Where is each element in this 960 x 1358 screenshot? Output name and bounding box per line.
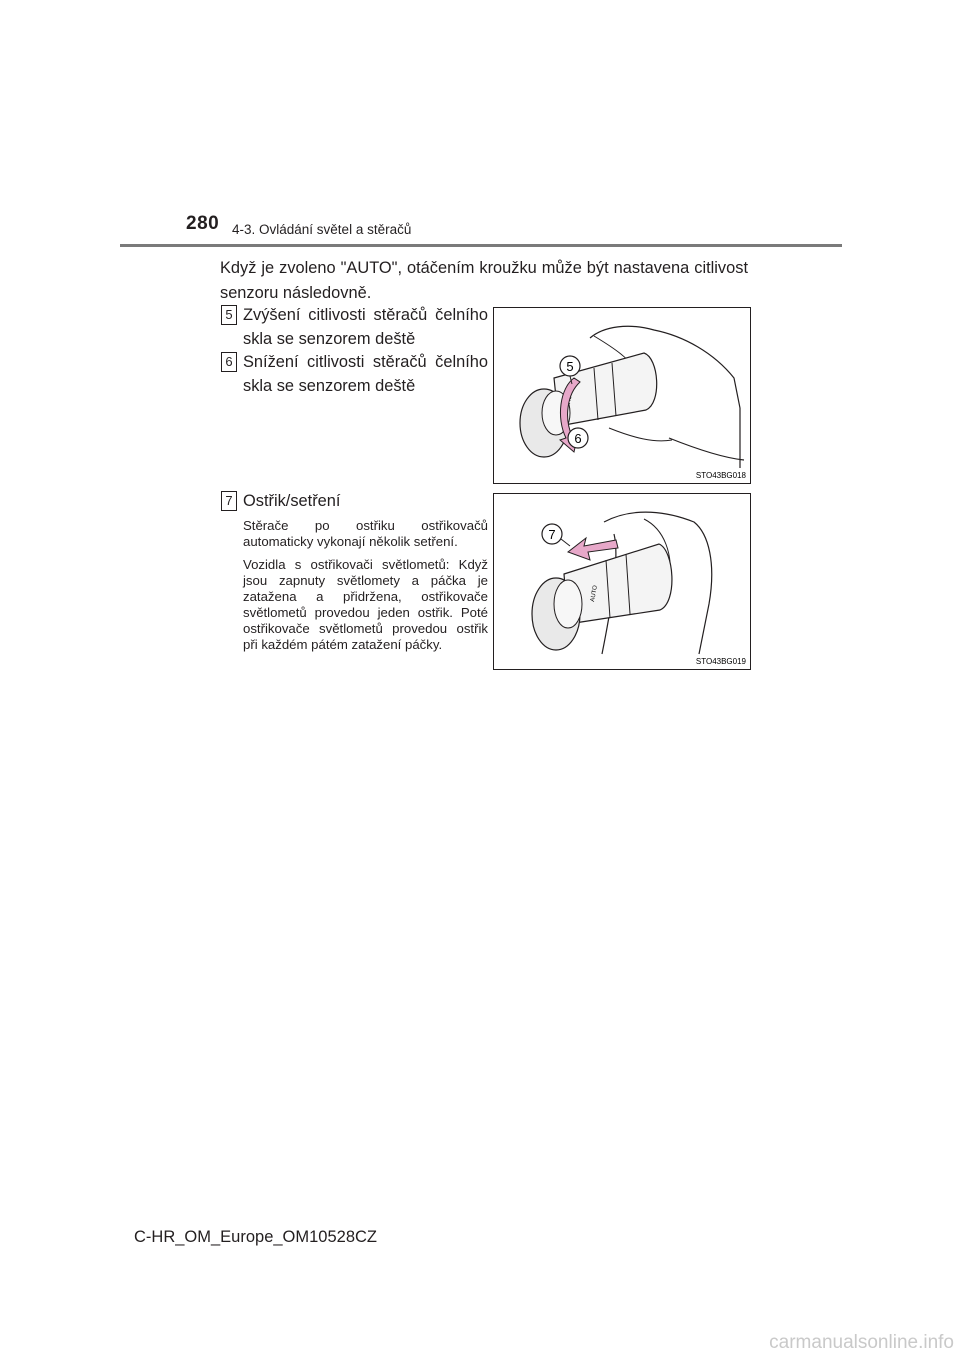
washer-lever-illustration xyxy=(494,494,750,669)
watermark: carmanualsonline.info xyxy=(769,1332,954,1353)
item-text-6: Snížení citlivosti stěračů čelního skla se senzorem deště xyxy=(243,353,488,395)
note-headlight-cleaner: Vozidla s ostřikovači světlometů: Když jsou zapnuty světlomety a páčka je zatažena a přidržena, ostřikovače světlometů provedou jeden ostřik. Poté ostřikovače světlometů provedou ostřik při každém pátém zatažení páčky. xyxy=(243,557,488,652)
intro-paragraph: Když je zvoleno "AUTO", otáčením kroužku může být nastavena citlivost senzoru následovně. xyxy=(220,259,748,302)
note-auto-wipe: Stěrače po ostřiku ostřikovačů automaticky vykonají několik setření. xyxy=(243,518,488,549)
page-number: 280 xyxy=(186,213,220,234)
document-id: C-HR_OM_Europe_OM10528CZ xyxy=(134,1228,378,1246)
figure-code-1: STO43BG018 xyxy=(695,471,746,480)
item-text-5: Zvýšení citlivosti stěračů čelního skla se senzorem deště xyxy=(243,306,488,348)
callout-7: 7 xyxy=(548,527,556,542)
item-number-6: 6 xyxy=(221,352,237,372)
section-title: 4-3. Ovládání světel a stěračů xyxy=(232,222,412,237)
item-number-7: 7 xyxy=(221,491,237,511)
header-rule xyxy=(120,244,842,247)
item-text-7: Ostřik/setření xyxy=(243,492,341,510)
item-number-5: 5 xyxy=(221,305,237,325)
figure-wiper-sensitivity xyxy=(493,307,751,484)
ring-label-2: AUTO xyxy=(590,584,599,603)
callout-5: 5 xyxy=(566,359,574,374)
figure-washer xyxy=(493,493,751,670)
figure-code-2: STO43BG019 xyxy=(695,657,746,666)
wiper-lever-illustration xyxy=(494,308,750,483)
callout-6: 6 xyxy=(574,431,582,446)
